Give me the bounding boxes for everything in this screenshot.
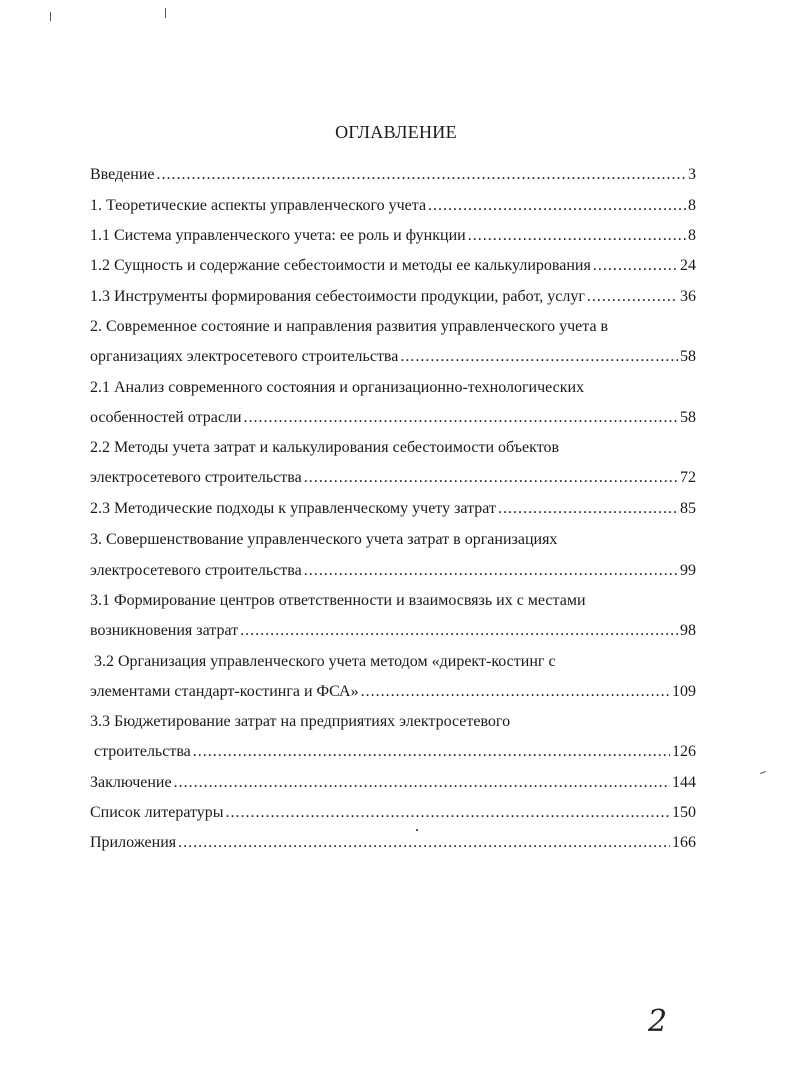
toc-entry-text: 1. Теоретические аспекты управленческого учета bbox=[90, 197, 427, 214]
toc-entry-text: возникновения затрат bbox=[90, 622, 239, 639]
toc-page-number: 8 bbox=[688, 197, 696, 214]
toc-entry bbox=[90, 468, 696, 488]
handwritten-page-number: 2 bbox=[648, 1004, 668, 1039]
leader-dots bbox=[157, 165, 687, 185]
toc-entry bbox=[90, 773, 696, 793]
toc-page-number: 150 bbox=[672, 804, 696, 821]
toc-entry-text-line1: 3.1 Формирование центров ответственности и взаимосвязь их с местами bbox=[90, 592, 586, 609]
toc-entry bbox=[90, 408, 696, 428]
toc-entry-text: строительства bbox=[90, 743, 191, 760]
toc-page-number: 144 bbox=[672, 774, 696, 791]
toc-page-number: 3 bbox=[688, 166, 696, 183]
leader-dots bbox=[361, 682, 670, 702]
leader-dots bbox=[178, 833, 670, 853]
toc-entry-text: 1.3 Инструменты формирования себестоимости продукции, работ, услуг bbox=[90, 288, 585, 305]
toc-entry-text-line1: 3. Совершенствование управленческого учета затрат в организациях bbox=[90, 531, 558, 548]
leader-dots bbox=[240, 621, 678, 641]
toc-entry-text: Список литературы bbox=[90, 804, 224, 821]
toc-entry bbox=[90, 682, 696, 702]
toc-page-number: 24 bbox=[680, 257, 696, 274]
toc-entry-text-line1: 2.1 Анализ современного состояния и организационно-технологических bbox=[90, 379, 585, 396]
leader-dots bbox=[244, 408, 678, 428]
toc-entry-text-line1: 2. Современное состояние и направления развития управленческого учета в bbox=[90, 318, 609, 335]
toc-entry bbox=[90, 561, 696, 581]
toc-entry bbox=[90, 165, 696, 185]
toc-page-number: 99 bbox=[680, 562, 696, 579]
scan-mark bbox=[416, 829, 418, 831]
toc-page-number: 58 bbox=[680, 409, 696, 426]
leader-dots bbox=[428, 196, 686, 216]
toc-page-number: 36 bbox=[680, 288, 696, 305]
toc-entry bbox=[90, 621, 696, 641]
toc-page-number: 109 bbox=[672, 683, 696, 700]
scan-mark bbox=[760, 771, 766, 774]
toc-entry bbox=[90, 226, 696, 246]
toc-entry-text: Заключение bbox=[90, 774, 172, 791]
toc-entry-text-line1: 3.3 Бюджетирование затрат на предприятиях электросетевого bbox=[90, 713, 511, 730]
toc-entry-text: Введение bbox=[90, 166, 155, 183]
leader-dots bbox=[468, 226, 686, 246]
leader-dots bbox=[174, 773, 670, 793]
toc-entry-text: 1.2 Сущность и содержание себестоимости и методы ее калькулирования bbox=[90, 257, 591, 274]
toc-entry bbox=[90, 256, 696, 276]
toc-entry bbox=[90, 287, 696, 307]
leader-dots bbox=[587, 287, 678, 307]
toc-entry-text: Приложения bbox=[90, 834, 177, 851]
leader-dots bbox=[193, 742, 670, 762]
toc-page-number: 58 bbox=[680, 348, 696, 365]
toc-page-number: 72 bbox=[680, 469, 696, 486]
toc-entry bbox=[90, 347, 696, 367]
toc-entry bbox=[90, 742, 696, 762]
toc-entry-text: электросетевого строительства bbox=[90, 469, 302, 486]
toc-entry-text: электросетевого строительства bbox=[90, 562, 302, 579]
leader-dots bbox=[304, 561, 678, 581]
toc-page-number: 85 bbox=[680, 500, 696, 517]
page-title: ОГЛАВЛЕНИЕ bbox=[335, 122, 457, 142]
leader-dots bbox=[304, 468, 678, 488]
toc-entry-text: 1.1 Система управленческого учета: ее роль и функции bbox=[90, 227, 466, 244]
leader-dots bbox=[498, 499, 678, 519]
scan-mark bbox=[50, 12, 51, 21]
toc-entry bbox=[90, 196, 696, 216]
scan-mark bbox=[165, 8, 166, 18]
toc-page-number: 166 bbox=[672, 834, 696, 851]
toc-page-number: 98 bbox=[680, 622, 696, 639]
toc-entry bbox=[90, 833, 696, 853]
toc-page-number: 8 bbox=[688, 227, 696, 244]
leader-dots bbox=[593, 256, 678, 276]
toc-entry-text: 2.3 Методические подходы к управленческому учету затрат bbox=[90, 500, 496, 517]
toc-entry-text: элементами стандарт-костинга и ФСА» bbox=[90, 683, 359, 700]
leader-dots bbox=[400, 347, 678, 367]
toc-entry-text: организациях электросетевого строительства bbox=[90, 348, 399, 365]
toc-entry-text: особенностей отрасли bbox=[90, 409, 242, 426]
leader-dots bbox=[226, 803, 670, 823]
toc-entry bbox=[90, 803, 696, 823]
toc-entry-text-line1: 3.2 Организация управленческого учета методом «директ-костинг с bbox=[90, 653, 556, 670]
toc-page-number: 126 bbox=[672, 743, 696, 760]
toc-entry-text-line1: 2.2 Методы учета затрат и калькулирования себестоимости объектов bbox=[90, 439, 560, 456]
toc-entry bbox=[90, 499, 696, 519]
